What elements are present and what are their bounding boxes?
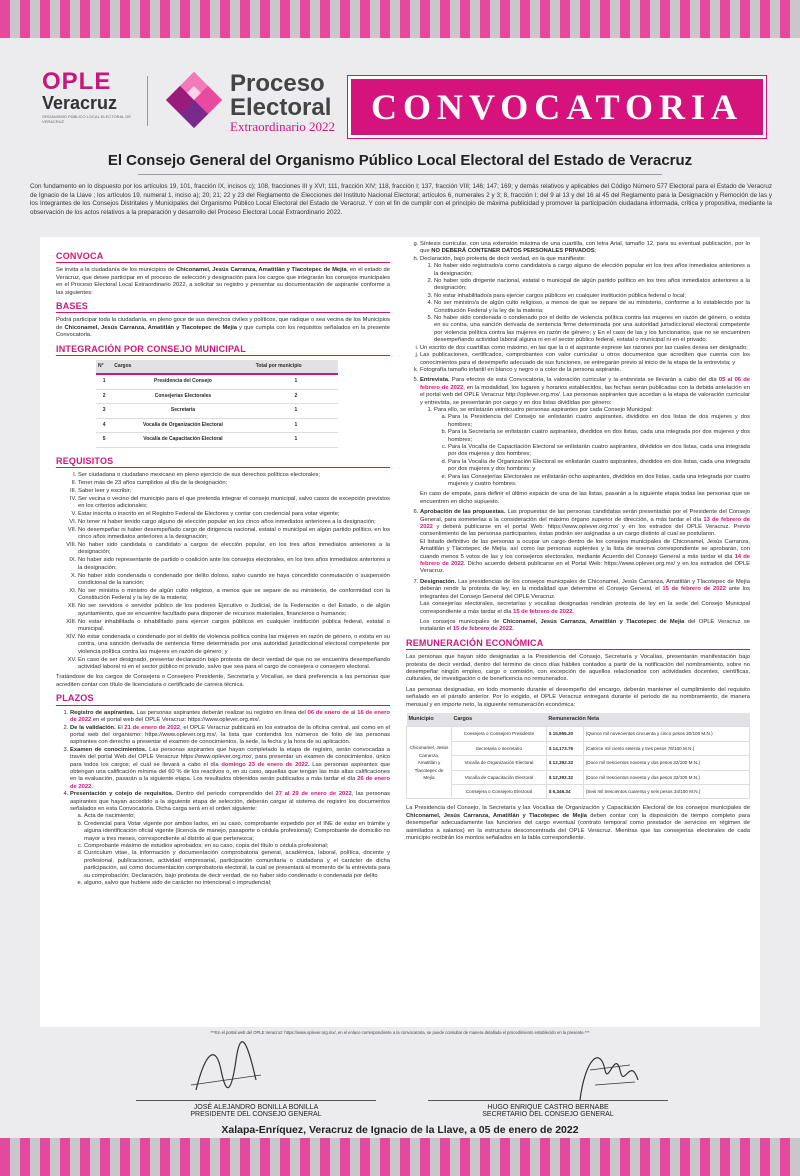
list-item: b. Credencial para Votar vigente por ambos lados, en su caso, comprobante expedido por el INE de estar en trámite y alguna identificación oficial vigente (licencia de manejo, pasaporte o cédula profesional); Comprobante de domicilio no mayor a tres meses, correspondiente al distrito al que pertenezca; (84, 821, 390, 843)
page-title: El Consejo General del Organismo Público Local Electoral del Estado de Veracruz (107, 152, 693, 169)
heading-rule (56, 312, 390, 313)
list-item: 1. Para ello, se enlistarán veinticuatro personas aspirantes por cada Consejo Municipal: a. Para la Presidencia del Consejo se enlistarán cuatro aspirantes, divididos en dos listas de dos mujeres y dos hombres; b. Para la Secretaría se enlistarán cuatro aspirantes, divididos en dos listas, cada una integrada por dos mujeres y dos hombres; c. Para la Vocalía de Capacitación Electoral se enlistarán cuatro aspirantes, divididos en dos listas, cada una integrada por dos mujeres y dos hombres; d. Para la Vocalía de Organización Electoral se enlistarán cuatro aspirantes, divididos en dos listas, cada una integrada por dos mujeres y dos hombres; y e. Para las Consejerías Electorales se enlistarán ocho aspirantes, divididos en dos listas, cada una integrada por cuatro mujeres y cuatro hombres. (434, 407, 750, 488)
convoca-heading: CONVOCA (56, 251, 104, 261)
list-item: IX. No haber sido representante de partido o coalición ante los consejos electorales, en los tres años inmediatos anteriores a la designación; (78, 557, 390, 572)
list-item: a. Para la Presidencia del Consejo se enlistarán cuatro aspirantes, divididos en dos listas de dos mujeres y dos hombres; (448, 414, 750, 429)
list-item: c. Comprobante máximo de estudios aprobados; en su caso, copia del título o cédula profesional; (84, 843, 390, 850)
enlistado-list (434, 414, 750, 488)
plazo-validacion: 2. De la validación. El 21 de enero de 2022, el OPLE Veracruz publicará en los estrados de la oficina central, así como en el portal web del organismo: https://www.oplever.org.mx/, la lista que contendrá los números de folio de las personas aspirantes con derecho a presentar el examen de conocimientos, la sede, la fecha y la hora de su aplicación. (70, 725, 390, 747)
instalacion-paragraph: Los consejos municipales de Chiconamel, Jesús Carranza, Amatitlán y Tlacotepec de Mejía del OPLE Veracruz se instalarán el 15 de febrero de 2022. (420, 618, 750, 633)
signature-line (428, 1100, 668, 1101)
right-column (406, 241, 750, 845)
plazo-registro: 1. Registro de aspirantes. Las personas aspirantes deberán realizar su registro en línea del 06 de enero de al 16 de enero de 2022 en el portal web del OPLE Veracruz: https://www.oplever.org.mx/. (70, 710, 390, 725)
ople-logo (42, 70, 142, 124)
list-item: I. Ser ciudadana o ciudadano mexicano en pleno ejercicio de sus derechos políticos electorales; (78, 472, 390, 479)
signature-line (136, 1100, 376, 1101)
remuneracion-heading: REMUNERACIÓN ECONÓMICA (406, 637, 544, 648)
list-item: 4. No ser ministro/a de algún culto religioso, a menos de que se separe de su ministerio, conforme a lo establecido por la Constitución Federal y la ley de la materia; (434, 300, 750, 315)
ople-logo-state: Veracruz (42, 93, 118, 113)
heading-rule (56, 262, 390, 263)
bases-paragraph: Podrá participar toda la ciudadanía, en pleno goce de sus derechos civiles y políticos, que radique o sea vecina de los Municipios de Chiconamel, Jesús Carranza, Amatitlán y Tlacotepec de Mejía y que cumpla con los requisitos señalados en la presente Convocatoria. (56, 317, 390, 339)
list-item: XIV. No estar condenada o condenado por el delito de violencia política contra las mujeres en razón de género, o exista en su contra, una sanción derivada de sentencia firme determinada por una autoridad jurisdiccional electoral competente por violencia política contra las mujeres en razón de género; y (78, 634, 390, 656)
table-row: 2 Consejerías Electorales 2 (96, 389, 338, 403)
list-item: d. Para la Vocalía de Organización Electoral se enlistarán cuatro aspirantes, divididos en dos listas, cada una integrada por dos mujeres y dos hombres; y (448, 459, 750, 474)
list-item: III. Saber leer y escribir; (78, 488, 390, 495)
list-item: V. Estar inscrita o inscrito en el Registro Federal de Electores y contar con credencial para votar vigente; (78, 511, 390, 518)
table-header: Total por municipio (254, 360, 338, 374)
proceso-electoral-logo (230, 72, 335, 134)
list-item: e. Para las Consejerías Electorales se enlistarán ocho aspirantes, divididos en dos listas, cada una integrada por cuatro mujeres y cuatro hombres. (448, 474, 750, 489)
list-item: d. Curriculum vitae, la información y documentación comprobatoria general, académica, laboral, política, docente y profesional, publicaciones, actividad empresarial, participación comunitaria o ciudadana y el carácter de dicha participación, así como documentación comprobatoria electoral, la cual se presentará al momento de la entrevista para su comprobación; Declaración, bajo protesta de decir verdad, de no haber sido condenado o condenada por delito (84, 850, 390, 880)
extraordinario-line: Extraordinario 2022 (230, 119, 336, 134)
table-row: Consejera o Consejero Electoral $ 6,346.34 (Seis mil trescientos cuarenta y seis pesos 34/100 M.N.) (407, 785, 750, 799)
list-item-k: k. Fotografía tamaño infantil en blanco y negro o a color de la persona aspirante. (420, 367, 750, 374)
declaracion-list (420, 263, 750, 344)
list-item: VI. No tener ni haber tenido cargo alguno de elección popular en los cinco años inmediatos anteriores a la designación; (78, 519, 390, 526)
signer-role: SECRETARIO DEL CONSEJO GENERAL (482, 1111, 614, 1118)
remuneracion-p1: Las personas que hayan sido designadas a la Presidencia del Consejo, Secretaría y Vocalías, presentarán manifestación bajo protesta de decir verdad, dentro del término de cinco días hábiles contados a partir de la notificación del nombramiento, sobre no desempeñar ningún empleo, cargo o comisión, con excepción de aquellos relacionados con actividades docentes, científicas, culturales, de investigación o de beneficencia no remunerados. (406, 654, 750, 683)
list-item: VIII. No haber sido candidata o candidato a cargos de elección popular, en los tres años inmediatos anteriores a la designación; (78, 542, 390, 557)
table-row: 5 Vocalía de Capacitación Electoral 1 (96, 433, 338, 447)
electoral-line: Electoral (230, 94, 332, 121)
left-signature-scribble (186, 1040, 266, 1100)
table-header: Cargos (112, 360, 253, 374)
list-item: e. alguno, salvo que hubiere sido de carácter no intencional o imprudencial; (84, 880, 390, 887)
list-item: XI. No ser ministra o ministro de algún culto religioso, a menos que se separe de su ministerio, de conformidad con la Constitución Federal y la ley de la materia; (78, 588, 390, 603)
list-item: VII. No desempeñar ni haber desempeñado cargo de dirigencia nacional, estatal o municipal en algún partido político, en los cinco años inmediatos anteriores a la designación; (78, 527, 390, 542)
plazos-heading: PLAZOS (56, 693, 94, 704)
list-item: II. Tener más de 23 años cumplidos al día de la designación; (78, 480, 390, 487)
table-row: 1 Presidencia del Consejo 1 (96, 374, 338, 389)
footnote: ***En el portal web del OPLE Veracruz: https://www.oplever.org.mx/, en el enlace correspondiente a la convocatoria, se puede consultar de manera detallada el procedimiento establecido en la presente.*** (210, 1030, 590, 1035)
plazo-entrevista: 5. Entrevista. Para efectos de esta Convocatoria, la valoración curricular y la entrevista se llevarán a cabo del día 05 al 06 de febrero de 2022, en la modalidad, los lugares y horarios establecidos, las fechas serán publicadas con la debida antelación en el portal web del OPLE Veracruz http://oplever.org.mx/. Las personas aspirantes que accedan a la etapa de valoración curricular y entrevista, se presentarán por cargo y en dos listas divididas por género: 1. Para ello, se enlistarán veinticuatro personas aspirantes por cada Consejo Municipal: a. Para la Presidencia del Consejo se enlistarán cuatro aspirantes, divididos en dos listas de dos mujeres y dos hombres; b. Para la Secretaría se enlistarán cuatro aspirantes, divididos en dos listas, cada una integrada por dos mujeres y dos hombres; c. Para la Vocalía de Capacitación Electoral se enlistarán cuatro aspirantes, divididos en dos listas, cada una integrada por dos mujeres y dos hombres; d. Para la Vocalía de Organización Electoral se enlistarán cuatro aspirantes, divididos en dos listas, cada una integrada por dos mujeres y dos hombres; y e. Para las Consejerías Electorales se enlistarán ocho aspirantes, divididos en dos listas, cada una integrada por cuatro mujeres y cuatro hombres. En caso de empate, para definir el último espacio de una de las listas, pasarán a la siguiente etapa todas las personas que se encuentren en dicho supuesto. (420, 377, 750, 506)
municipio-cell: Chiconamel, Jesús Carranza, Amatitlán y Tlacotepec de Mejía (407, 727, 452, 799)
convocatoria-banner (348, 76, 766, 138)
plazo-cotejo: 4. Presentación y cotejo de requisitos. Dentro del periodo comprendido del 27 al 29 de enero de 2022, las personas aspirantes que hayan accedido a la siguiente etapa de selección, deberán cargar al sistema de registro los documentos señalados en esta Convocatoria. Dicha carga será en el orden siguiente: a. Acta de nacimiento; b. Credencial para Votar vigente por ambos lados, en su caso, comprobante expedido por el INE de estar en trámite y alguna identificación oficial vigente (licencia de manejo, pasaporte o cédula profesional); Comprobante de domicilio no mayor a tres meses, correspondiente al distrito al que pertenezca; c. Comprobante máximo de estudios aprobados; en su caso, copia del título o cédula profesional; d. Curriculum vitae, la información y documentación comprobatoria general, académica, laboral, política, docente y profesional, publicaciones, actividad empresarial, participación comunitaria o ciudadana y el carácter de dicha participación, así como documentación comprobatoria electoral, la cual se presentará al momento de la entrevista para su comprobación; Declaración, bajo protesta de decir verdad, de no haber sido condenado o condenada por delito e. alguno, salvo que hubiere sido de carácter no intencional o imprudencial; (70, 791, 390, 887)
list-item: 1. No haber sido registrado/a como candidato/a a cargo alguno de elección popular en los tres años inmediatos anteriores a la designación; (434, 263, 750, 278)
convoca-paragraph: Se invita a la ciudadanía de los municipios de Chiconamel, Jesús Carranza, Amatitlán y Tlacotepec de Mejía, en el estado de Veracruz, que desee participar en el proceso de selección y designación para los cargos que integrarán los consejos municipales en el Proceso Electoral Local Extraordinario 2022, a solicitar su registro y presentar su documentación de aspirante conforme a las siguientes: (56, 267, 390, 296)
requisitos-heading: REQUISITOS (56, 455, 114, 466)
list-item: b. Para la Secretaría se enlistarán cuatro aspirantes, divididos en dos listas, cada una integrada por dos mujeres y dos hombres; (448, 429, 750, 444)
documentos-list (70, 813, 390, 887)
requisitos-list (56, 472, 390, 672)
remuneracion-table (406, 713, 750, 799)
table-row: 3 Secretaría 1 (96, 404, 338, 418)
table-row: 4 Vocalía de Organización Electoral 1 (96, 418, 338, 432)
signer-role: PRESIDENTE DEL CONSEJO GENERAL (190, 1111, 322, 1118)
ople-logo-word: OPLE (42, 68, 112, 95)
plazo-examen: 3. Examen de conocimientos. Las personas aspirantes que hayan completado la etapa de registro, serán convocadas a través del portal Web del OPLE Veracruz https://www.oplever.org.mx/, para presentar un examen de conocimientos, único para todos los cargos; el cual se llevará a cabo el día domingo 23 de enero de 2022. Las personas aspirantes que obtengan una calificación mínima del 60 % de los reactivos o, en su caso, aquellas que tengan las más altas calificaciones en la evaluación, pasarán a la siguiente etapa. Los resultados obtenidos serán publicados a más tardar el día 26 de enero de 2022. (70, 747, 390, 791)
listado-definitivo: El listado definitivo de las personas a ocupar un cargo dentro de los consejos municipales de Chiconamel, Jesús Carranza, Amatitlán y Tlacotepec de Mejía, así como las personas suplentes y la lista de reserva correspondiente se aprobarán, con cuando menos 5 votos de las y los consejeros electorales, mediante Acuerdo del Consejo General a más tardar el día 14 de febrero de 2022. Dicho acuerdo deberá publicarse en el Portal Web: https://www.oplever.org.mx/ y en los estrados del OPLE Veracruz. (420, 538, 751, 575)
requisitos-note: Tratándose de los cargos de Consejera o Consejero Presidente, Secretaría y Vocalías, se dará preferencia a las personas que acrediten contar con título de licenciatura o certificado de carrera técnica. (56, 674, 390, 688)
integracion-table (96, 360, 338, 447)
table-row: Chiconamel, Jesús Carranza, Amatitlán y Tlacotepec de Mejía Consejera o Consejero Presidente $ 15,955.20 (Quince mil novecientos cincuenta y cinco pesos 20/100 M.N.) (407, 727, 750, 741)
empate-note: En caso de empate, para definir el último espacio de una de las listas, pasarán a la siguiente etapa todas las personas que se encuentren en dicho supuesto. (420, 491, 750, 505)
list-item: 5. No haber sido condenada o condenado por el delito de violencia política contra las mujeres en razón de género, o exista en su contra, una sanción derivada de sentencia firme determinada por una autoridad jurisdiccional electoral competente por violencia política contra las mujeres en razón de género; y En el caso de las y los funcionarios, que no se encuentren desempeñando actividad laboral alguna ni en el sector público federal, estatal o municipal ni en el privado. (434, 315, 750, 345)
list-item: c. Para la Vocalía de Capacitación Electoral se enlistarán cuatro aspirantes, divididos en dos listas, cada una integrada por dos mujeres y dos hombres; (448, 444, 750, 459)
plazos-list (56, 710, 390, 888)
header-divider (147, 76, 148, 126)
signer-name: JOSÉ ALEJANDRO BONILLA BONILLA (193, 1104, 319, 1111)
list-item: 2. No haber sido dirigente nacional, estatal o municipal de algún partido político en los tres años inmediatos anteriores a la designación; (434, 278, 750, 293)
list-item: a. Acta de nacimiento; (84, 813, 390, 820)
heading-rule (56, 355, 390, 356)
plazo-aprobacion: 6. Aprobación de las propuestas. Las propuestas de las personas candidatas serán presentadas por el Presidente del Consejo General, para someterlas a la consideración del máximo órgano superior de dirección, a más tardar el día 13 de febrero de 2022 y deberá publicarse en el portal Web: https://www.oplever.org.mx/ y en los estrados del OPLE Veracruz. Previo consentimiento de las personas participantes, éstas podrán ser asignadas a un cargo distinto al cual se postularon. El listado definitivo de las personas a ocupar un cargo dentro de los consejos municipales de Chiconamel, Jesús Carranza, Amatitlán y Tlacotepec de Mejía, así como las personas suplentes y la lista de reserva correspondiente se aprobarán, con cuando menos 5 votos de las y los consejeros electorales, mediante Acuerdo del Consejo General a más tardar el día 14 de febrero de 2022. Dicho acuerdo deberá publicarse en el Portal Web: https://www.oplever.org.mx/ y en los estrados del OPLE Veracruz. (420, 509, 750, 576)
header (0, 62, 800, 142)
list-item: XIII. No estar inhabilitada o inhabilitado para ejercer cargos públicos en cualquier institución pública federal, estatal o municipal. (78, 619, 390, 634)
table-row: Vocalía de Organización Electoral $ 12,392.32 (Doce mil trescientos noventa y dos pesos 32/100 M.N.) (407, 756, 750, 770)
list-item-g: g. Síntesis curricular, con una extensión máxima de una cuartilla, con letra Arial, tamaño 12, para su eventual publicación, por lo que NO DEBERÁ CONTENER DATOS PERSONALES PRIVADOS; (420, 241, 750, 256)
title-rule (138, 174, 662, 175)
table-header: N° (96, 360, 112, 374)
list-item: XV. En caso de ser designado, presentar declaración bajo protesta de decir verdad de que no se encuentra desempeñando actividad laboral ni en el sector público ni privado, salvo que sea para el cargo de consejera o consejero electoral. (78, 657, 390, 672)
protesta-paragraph: Las consejerías electorales, secretarías y vocalías designadas rendirán protesta de ley en la sede del Consejo Municipal correspondiente a más tardar el día 15 de febrero de 2022. (420, 601, 750, 615)
table-header: Remuneración Neta (546, 713, 749, 727)
ople-logo-sub: ORGANISMO PÚBLICO LOCAL ELECTORAL DE VERACRUZ (42, 114, 131, 124)
remuneracion-p3: La Presidencia del Consejo, la Secretaría y las Vocalías de Organización y Capacitación Electoral de los consejos municipales de Chiconamel, Jesús Carranza, Amatitlán y Tlacotepec de Mejía deben contar con la disposición de tiempo completo para desempeñar adecuadamente las funciones del cargo eventual (contrato temporal como prestador de servicios en régimen de asimilados a salarios) en la estructura desconcentrada del OPLE Veracruz. Mientras que las consejerías electorales de cada municipio recibirán los montos señalados en la tabla correspondiente. (406, 805, 750, 842)
convocatoria-banner-text: CONVOCATORIA (371, 87, 743, 127)
signature-left (136, 1100, 376, 1118)
heading-rule (56, 705, 390, 706)
remuneracion-p2: Las personas designadas, en todo momento durante el desempeño del encargo, deberán mantener el cumplimiento del requisito señalado en el párrafo anterior. Por lo exigido, el OPLE Veracruz entregará durante el periodo de su nombramiento, de manera mensual y en importe neto, la siguiente remuneración económica: (406, 686, 750, 708)
plazos-list-cont (406, 377, 750, 633)
heading-rule (56, 467, 390, 468)
top-decorative-band (0, 0, 800, 38)
table-header: Municipio (407, 713, 452, 727)
proceso-electoral-icon (162, 68, 226, 132)
list-item-j: j. Las publicaciones, certificados, comprobantes con valor curricular u otros documentos que acrediten que cuenta con los conocimientos para el desempeño adecuado de sus funciones, se entregarán previo al inicio de la etapa de la entrevista; y (420, 352, 750, 367)
list-item-h: h. Declaración, bajo protesta de decir verdad, en la que manifieste: 1. No haber sido registrado/a como candidato/a a cargo alguno de elección popular en los tres años inmediatos anteriores a la designación; 2. No haber sido dirigente nacional, estatal o municipal de algún partido político en los tres años inmediatos anteriores a la designación; 3. No estar inhabilitado/a para ejercer cargos públicos en cualquier institución pública federal o local; 4. No ser ministro/a de algún culto religioso, a menos de que se separe de su ministerio, conforme a lo establecido por la Constitución Federal y la ley de la materia; 5. No haber sido condenada o condenado por el delito de violencia política contra las mujeres en razón de género, o exista en su contra, una sanción derivada de sentencia firme determinada por una autoridad jurisdiccional electoral competente por violencia política contra las mujeres en razón de género; y En el caso de las y los funcionarios, que no se encuentren desempeñando actividad laboral alguna ni en el sector público federal, estatal o municipal ni en el privado. (420, 256, 750, 345)
integracion-heading: INTEGRACIÓN POR CONSEJO MUNICIPAL (56, 343, 246, 354)
signature-right (428, 1100, 668, 1118)
table-row: Secretaria o secretario $ 14,173.76 (Catorce mil ciento setenta y tres pesos 76/100 M.N.) (407, 741, 750, 755)
list-item: IV. Ser vecina o vecino del municipio para el que pretenda integrar el consejo municipal, salvo casos de excepción previstos en los criterios adicionales; (78, 496, 390, 511)
bases-heading: BASES (56, 301, 89, 312)
table-row: Vocalía de Capacitación Electoral $ 12,392.32 (Doce mil trescientos noventa y dos pesos 32/100 M.N.) (407, 770, 750, 784)
intro-paragraph: Con fundamento en lo dispuesto por los artículos 19, 101, fracción IX, incisos c); 108, fracciones III y XVI; 111, fracción XIV; 118, fracción I; 137, fracción VIII; 146; 147; 169; y demás relativos y aplicables del Código Número 577 Electoral para el Estado de Veracruz de Ignacio de la Llave ; los artículos 19, numeral 1, inciso a); 20; 21; 22 y 23 del Reglamento de Elecciones del Instituto Nacional Electoral; artículos 6, numerales 2 y 3; 8, fracción I; del 9 al 13 y del 16 al 45 del Reglamento para la Designación y Remoción de las y los Integrantes de los Consejos Distritales y Municipales del Organismo Público Local Electoral del Estado de Veracruz. Y con el fin de cumplir con el principio de máxima publicidad y promover la participación ciudadana informada, crítica y propositiva, mediante la observación de los actos relativos a la preparación y desarrollo del Proceso Electoral Local Extraordinario 2022. (30, 183, 772, 216)
list-item: 3. No estar inhabilitado/a para ejercer cargos públicos en cualquier institución pública federal o local; (434, 293, 750, 300)
bottom-decorative-band (0, 1138, 800, 1176)
right-signature-scribble (560, 1040, 650, 1108)
documentos-list-cont (406, 241, 750, 374)
place-and-date: Xalapa-Enríquez, Veracruz de Ignacio de la Llave, a 05 de enero de 2022 (221, 1124, 579, 1136)
left-column (56, 247, 390, 890)
entrevista-sublist (420, 407, 750, 488)
proceso-line: Proceso (230, 70, 325, 97)
content-panel (40, 237, 760, 1027)
list-item-i: i. Un escrito de dos cuartillas como máximo, en las que la o el aspirante exprese las razones por las cuales desea ser designado; (420, 345, 750, 352)
signer-name: HUGO ENRIQUE CASTRO BERNABE (487, 1104, 609, 1111)
list-item: X. No haber sido condenada o condenado por delito doloso, salvo cuando se haya concedido conmutación o suspensión condicional de la sanción; (78, 573, 390, 588)
heading-rule (406, 649, 750, 650)
plazo-designacion: 7. Designación. Las presidencias de los consejos municipales de Chiconamel, Jesús Carranza, Amatitlán y Tlacotepec de Mejía deberán rendir la protesta de ley, en la modalidad que determine el Consejo General, el 15 de febrero de 2022 ante los integrantes del Consejo General del OPLE Veracruz. Las consejerías electorales, secretarías y vocalías designadas rendirán protesta de ley en la sede del Consejo Municipal correspondiente a más tardar el día 15 de febrero de 2022. Los consejos municipales de Chiconamel, Jesús Carranza, Amatitlán y Tlacotepec de Mejía del OPLE Veracruz se instalarán el 15 de febrero de 2022. (420, 579, 750, 634)
table-header: Cargos (452, 713, 547, 727)
list-item: XII. No ser servidora o servidor público de los poderes Ejecutivo o Judicial, de la Federación o del Estado, o de algún ayuntamiento, que se encuentre facultado para disponer de recursos materiales, financieros o humanos; (78, 603, 390, 618)
